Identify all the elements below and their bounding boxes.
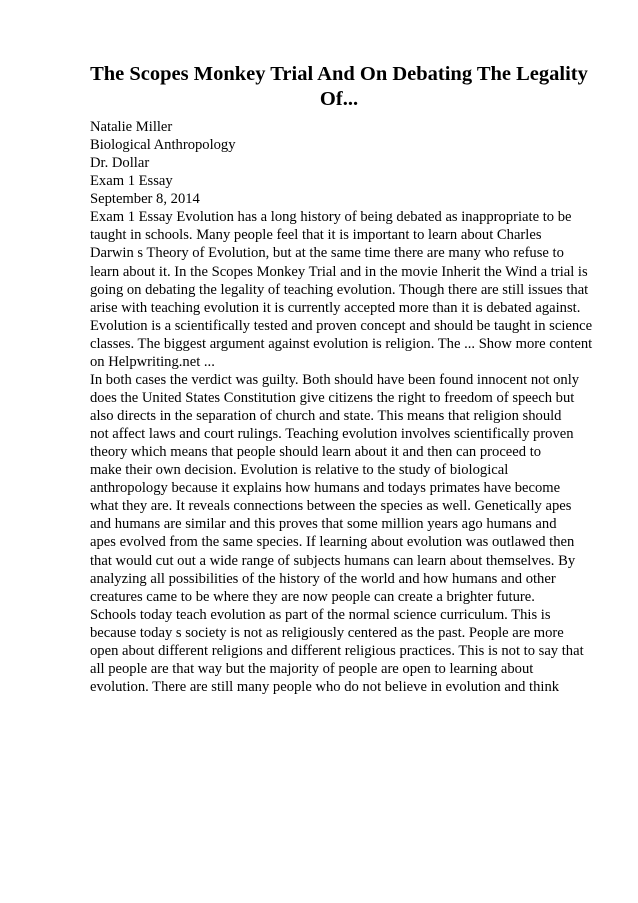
course-name: Biological Anthropology (90, 137, 236, 154)
document-date: September 8, 2014 (90, 191, 200, 208)
paragraph-line: does the United States Constitution give citizens the right to freedom of speech but (90, 389, 575, 406)
paragraph-line: Schools today teach evolution as part of the normal science curriculum. This is (90, 606, 551, 623)
paragraph-line: that would cut out a wide range of subjects humans can learn about themselves. By (90, 552, 576, 569)
paragraph-1 (90, 208, 610, 371)
paragraph-line: because today s society is not as religiously centered as the past. People are more (90, 624, 564, 641)
paragraph-line: apes evolved from the same species. If learning about evolution was outlawed then (90, 534, 575, 551)
paragraph-line: classes. The biggest argument against evolution is religion. The ... Show more content (90, 335, 593, 352)
paragraph-line: all people are that way but the majority of people are open to learning about (90, 660, 534, 677)
paragraph-line: arise with teaching evolution it is currently accepted more than it is debated against. (90, 299, 581, 316)
instructor-name: Dr. Dollar (90, 155, 150, 172)
paragraph-3 (90, 606, 610, 696)
paragraph-line: going on debating the legality of teaching evolution. Though there are still issues that (90, 281, 589, 298)
paragraph-line: evolution. There are still many people who do not believe in evolution and think (90, 678, 560, 695)
paragraph-2 (90, 371, 610, 606)
document-title (70, 62, 608, 112)
paragraph-line: and humans are similar and this proves that some million years ago humans and (90, 516, 557, 533)
paragraph-line: analyzing all possibilities of the history of the world and how humans and other (90, 570, 556, 587)
paragraph-line: Exam 1 Essay Evolution has a long history of being debated as inappropriate to be (90, 209, 572, 226)
author-name: Natalie Miller (90, 119, 173, 135)
paragraph-line: creatures came to be where they are now people can create a brighter future. (90, 588, 535, 605)
paragraph-line: open about different religions and different religious practices. This is not to say that (90, 642, 584, 659)
paragraph-line: In both cases the verdict was guilty. Both should have been found innocent not only (90, 371, 580, 388)
paragraph-line: learn about it. In the Scopes Monkey Trial and in the movie Inherit the Wind a trial is (90, 263, 588, 280)
paragraph-line: not affect laws and court rulings. Teaching evolution involves scientifically proven (90, 426, 574, 443)
paragraph-line: what they are. It reveals connections between the species as well. Genetically apes (90, 498, 572, 515)
assignment-name: Exam 1 Essay (90, 173, 173, 190)
paragraph-line: taught in schools. Many people feel that it is important to learn about Charles (90, 227, 542, 244)
title-line-2: Of... (319, 88, 359, 110)
paragraph-line: Evolution is a scientifically tested and proven concept and should be taught in science (90, 317, 593, 334)
paragraph-line: Darwin s Theory of Evolution, but at the same time there are many who refuse to (90, 245, 564, 262)
paragraph-line: also directs in the separation of church and state. This means that religion should (90, 408, 562, 424)
title-line-1: The Scopes Monkey Trial And On Debating The Legality (90, 63, 588, 85)
paragraph-line: theory which means that people should learn about it and then can proceed to (90, 444, 542, 461)
paragraph-line: on Helpwriting.net ... (90, 353, 215, 370)
document-body (90, 118, 610, 696)
paragraph-line: anthropology because it explains how humans and todays primates have become (90, 480, 561, 497)
paragraph-line: make their own decision. Evolution is relative to the study of biological (90, 462, 509, 479)
